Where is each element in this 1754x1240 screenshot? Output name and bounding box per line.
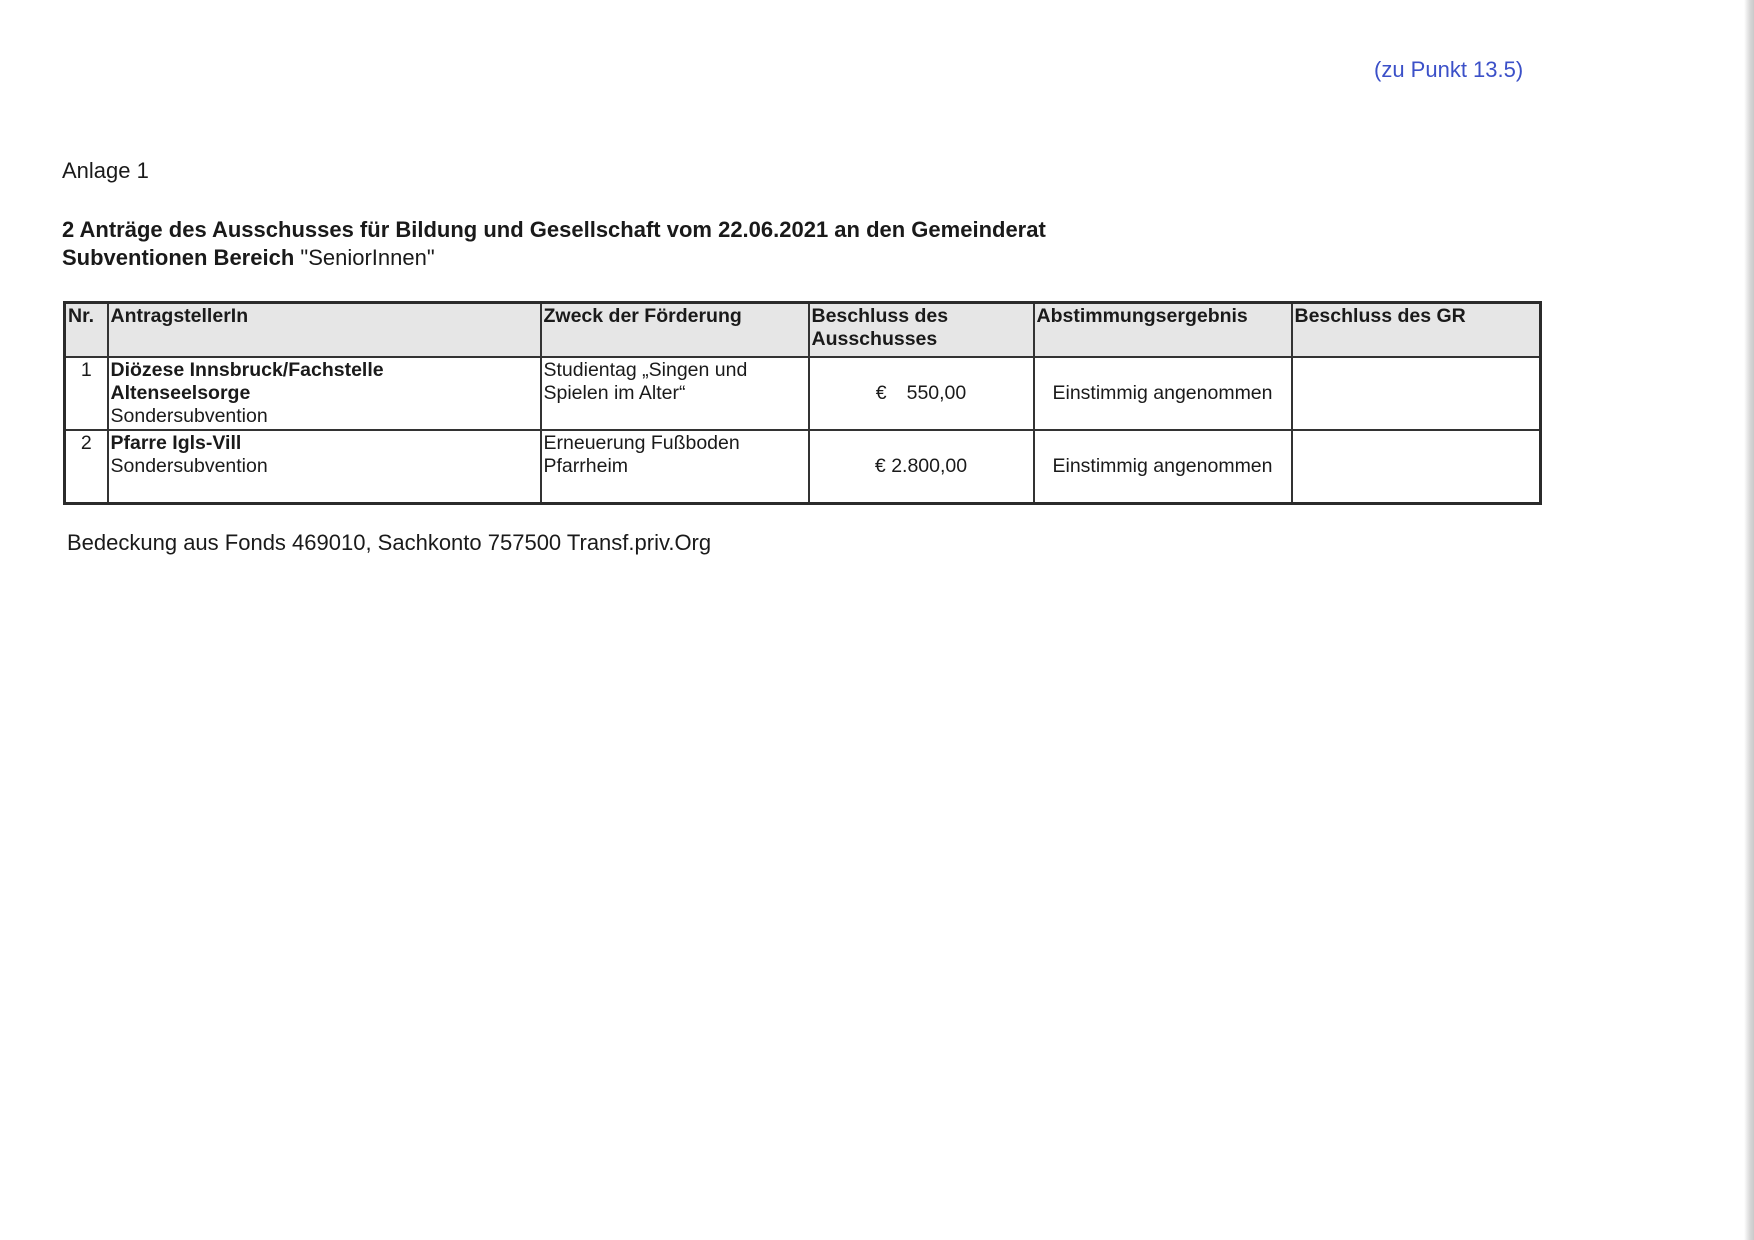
page-edge-shadow: [1744, 0, 1754, 1240]
item-reference: (zu Punkt 13.5): [1374, 57, 1524, 82]
row-amount: [809, 357, 1034, 430]
document-heading: [62, 216, 1046, 272]
heading-line-2-normal: "SeniorInnen": [300, 245, 435, 270]
row-amount: [809, 430, 1034, 503]
purpose-line1: Erneuerung Fußboden: [543, 432, 740, 454]
row-nr: 1: [65, 357, 108, 430]
attachment-label: Anlage 1: [62, 158, 149, 183]
funding-note: Bedeckung aus Fonds 469010, Sachkonto 757500 Transf.priv.Org: [67, 530, 712, 555]
table-row: [65, 430, 1541, 503]
row-purpose: [541, 430, 809, 503]
heading-line-2: [62, 244, 1046, 272]
header-council-decision: Beschluss des GR: [1292, 303, 1541, 358]
purpose-line2: Spielen im Alter“: [543, 382, 686, 404]
row-nr: 2: [65, 430, 108, 503]
row-vote: Einstimmig angenommen: [1034, 430, 1292, 503]
heading-line-2-bold: Subventionen Bereich: [62, 245, 295, 270]
header-nr: Nr.: [65, 303, 108, 358]
applicant-name-line2: Altenseelsorge: [110, 382, 251, 404]
row-council-decision: [1292, 357, 1541, 430]
table-header-row: [65, 303, 1541, 358]
row-applicant: [108, 357, 541, 430]
header-vote-result: Abstimmungsergebnis: [1034, 303, 1292, 358]
header-purpose: Zweck der Förderung: [541, 303, 809, 358]
subsidy-table: [63, 301, 1542, 505]
currency-symbol: €: [874, 454, 886, 477]
header-applicant: AntragstellerIn: [108, 303, 541, 358]
row-applicant: [108, 430, 541, 503]
table-row: [65, 357, 1541, 430]
row-purpose: [541, 357, 809, 430]
row-vote: Einstimmig angenommen: [1034, 357, 1292, 430]
applicant-type: Sondersubvention: [110, 455, 268, 477]
currency-symbol: €: [875, 382, 887, 404]
row-council-decision: [1292, 430, 1541, 503]
applicant-name-line1: Diözese Innsbruck/Fachstelle: [110, 359, 384, 381]
applicant-name-line1: Pfarre Igls-Vill: [110, 432, 242, 454]
heading-line-1: 2 Anträge des Ausschusses für Bildung und Gesellschaft vom 22.06.2021 an den Gemeinderat: [62, 217, 1046, 242]
applicant-type: Sondersubvention: [110, 405, 268, 427]
amount-value: 2.800,00: [891, 454, 968, 477]
amount-value: 550,00: [906, 382, 967, 404]
header-committee-decision: Beschluss des Ausschusses: [809, 303, 1034, 358]
purpose-line1: Studientag „Singen und: [543, 359, 748, 381]
purpose-line2: Pfarrheim: [543, 455, 629, 477]
